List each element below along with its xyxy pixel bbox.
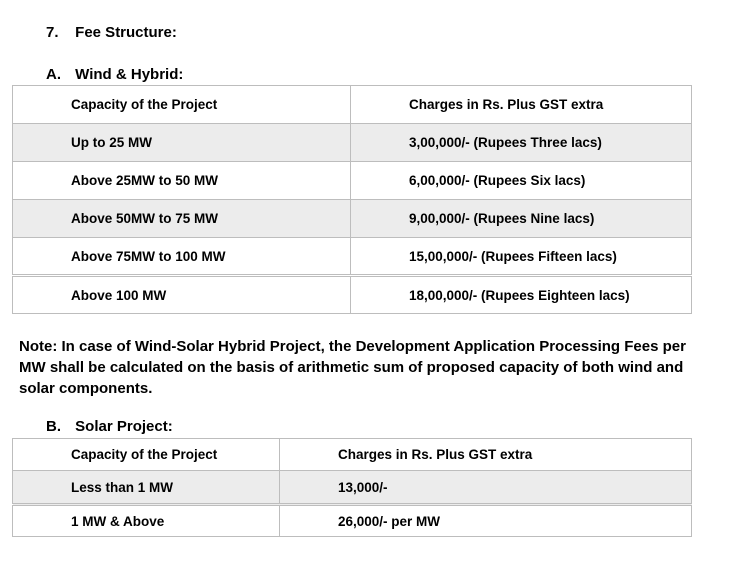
capacity-cell: Up to 25 MW bbox=[13, 124, 351, 162]
header-charges: Charges in Rs. Plus GST extra bbox=[280, 439, 692, 471]
header-capacity: Capacity of the Project bbox=[13, 86, 351, 124]
table-row bbox=[13, 162, 692, 200]
charges-cell: 15,00,000/- (Rupees Fifteen lacs) bbox=[351, 238, 692, 276]
wind-subheading bbox=[46, 66, 183, 83]
charges-cell: 18,00,000/- (Rupees Eighteen lacs) bbox=[351, 276, 692, 314]
charges-cell: 26,000/- per MW bbox=[280, 505, 692, 537]
section-title: Fee Structure: bbox=[75, 24, 177, 41]
charges-cell: 6,00,000/- (Rupees Six lacs) bbox=[351, 162, 692, 200]
charges-cell: 13,000/- bbox=[280, 471, 692, 505]
capacity-cell: Above 50MW to 75 MW bbox=[13, 200, 351, 238]
solar-title: Solar Project: bbox=[75, 418, 173, 435]
solar-fee-table bbox=[12, 438, 692, 537]
charges-cell: 3,00,000/- (Rupees Three lacs) bbox=[351, 124, 692, 162]
capacity-cell: Above 100 MW bbox=[13, 276, 351, 314]
table-row bbox=[13, 124, 692, 162]
wind-title: Wind & Hybrid: bbox=[75, 66, 184, 83]
solar-subheading bbox=[46, 418, 173, 435]
table-header-row bbox=[13, 86, 692, 124]
wind-fee-table bbox=[12, 85, 692, 314]
capacity-cell: Above 75MW to 100 MW bbox=[13, 238, 351, 276]
solar-letter: B. bbox=[46, 418, 61, 435]
table-row bbox=[13, 471, 692, 505]
table-row bbox=[13, 505, 692, 537]
table-header-row bbox=[13, 439, 692, 471]
hybrid-note: Note: In case of Wind-Solar Hybrid Project, the Development Application Processing Fees per MW shall be calculated on the basis of arithmetic sum of proposed capacity of both wind and solar components. bbox=[19, 338, 686, 397]
section-number: 7. bbox=[46, 24, 59, 41]
table-row bbox=[13, 238, 692, 276]
capacity-cell: 1 MW & Above bbox=[13, 505, 280, 537]
wind-letter: A. bbox=[46, 66, 61, 83]
header-capacity: Capacity of the Project bbox=[13, 439, 280, 471]
charges-cell: 9,00,000/- (Rupees Nine lacs) bbox=[351, 200, 692, 238]
section-heading bbox=[46, 24, 177, 41]
table-row bbox=[13, 276, 692, 314]
capacity-cell: Above 25MW to 50 MW bbox=[13, 162, 351, 200]
table-row bbox=[13, 200, 692, 238]
capacity-cell: Less than 1 MW bbox=[13, 471, 280, 505]
header-charges: Charges in Rs. Plus GST extra bbox=[351, 86, 692, 124]
